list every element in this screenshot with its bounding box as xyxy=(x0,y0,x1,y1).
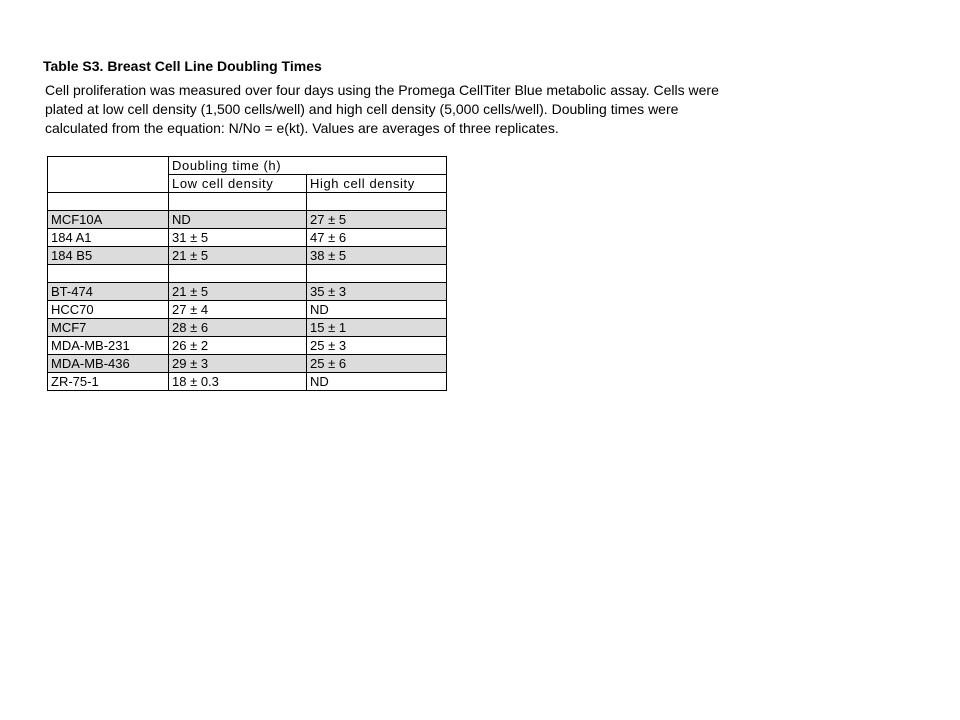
high-density-value xyxy=(307,265,447,283)
high-density-value: 25 ± 6 xyxy=(307,355,447,373)
high-density-value: 15 ± 1 xyxy=(307,319,447,337)
cell-line-name: MCF7 xyxy=(48,319,169,337)
high-density-value: ND xyxy=(307,373,447,391)
low-density-value: 29 ± 3 xyxy=(169,355,307,373)
table-row xyxy=(48,265,447,283)
cell-line-name: HCC70 xyxy=(48,301,169,319)
high-density-value: 47 ± 6 xyxy=(307,229,447,247)
cell-line-name: MDA-MB-436 xyxy=(48,355,169,373)
table-row xyxy=(48,373,447,391)
cell-line-name: BT-474 xyxy=(48,283,169,301)
low-density-value: 27 ± 4 xyxy=(169,301,307,319)
table-header-row xyxy=(48,157,447,175)
cell-line-name xyxy=(48,193,169,211)
low-density-value: 28 ± 6 xyxy=(169,319,307,337)
low-density-value: 26 ± 2 xyxy=(169,337,307,355)
high-density-value xyxy=(307,193,447,211)
table-row xyxy=(48,301,447,319)
cell-line-name: MCF10A xyxy=(48,211,169,229)
table-row xyxy=(48,337,447,355)
cell-line-name: 184 A1 xyxy=(48,229,169,247)
low-density-value: 21 ± 5 xyxy=(169,283,307,301)
group-header: Doubling time (h) xyxy=(169,157,447,175)
high-density-value: 27 ± 5 xyxy=(307,211,447,229)
high-density-value: 25 ± 3 xyxy=(307,337,447,355)
cell-line-name: ZR-75-1 xyxy=(48,373,169,391)
table-row xyxy=(48,211,447,229)
low-density-value: ND xyxy=(169,211,307,229)
header-empty-cell xyxy=(48,157,169,193)
cell-line-name: MDA-MB-231 xyxy=(48,337,169,355)
table-caption xyxy=(45,81,845,138)
low-density-value: 18 ± 0.3 xyxy=(169,373,307,391)
high-density-value: ND xyxy=(307,301,447,319)
high-density-value: 38 ± 5 xyxy=(307,247,447,265)
table-row xyxy=(48,247,447,265)
caption-line: calculated from the equation: N/No = e(kt). Values are averages of three replicates. xyxy=(45,120,559,136)
high-density-value: 35 ± 3 xyxy=(307,283,447,301)
doubling-times-table xyxy=(47,156,447,391)
caption-line: Cell proliferation was measured over four days using the Promega CellTiter Blue metabolic assay. Cells were xyxy=(45,82,719,98)
table-row xyxy=(48,283,447,301)
column-header-high: High cell density xyxy=(307,175,447,193)
table-title: Table S3. Breast Cell Line Doubling Times xyxy=(43,58,322,74)
caption-line: plated at low cell density (1,500 cells/well) and high cell density (5,000 cells/well). Doubling times were xyxy=(45,101,679,117)
low-density-value: 21 ± 5 xyxy=(169,247,307,265)
low-density-value: 31 ± 5 xyxy=(169,229,307,247)
table-row xyxy=(48,229,447,247)
table-row xyxy=(48,319,447,337)
cell-line-name: 184 B5 xyxy=(48,247,169,265)
table-row xyxy=(48,355,447,373)
cell-line-name xyxy=(48,265,169,283)
table-row xyxy=(48,193,447,211)
low-density-value xyxy=(169,265,307,283)
low-density-value xyxy=(169,193,307,211)
column-header-low: Low cell density xyxy=(169,175,307,193)
